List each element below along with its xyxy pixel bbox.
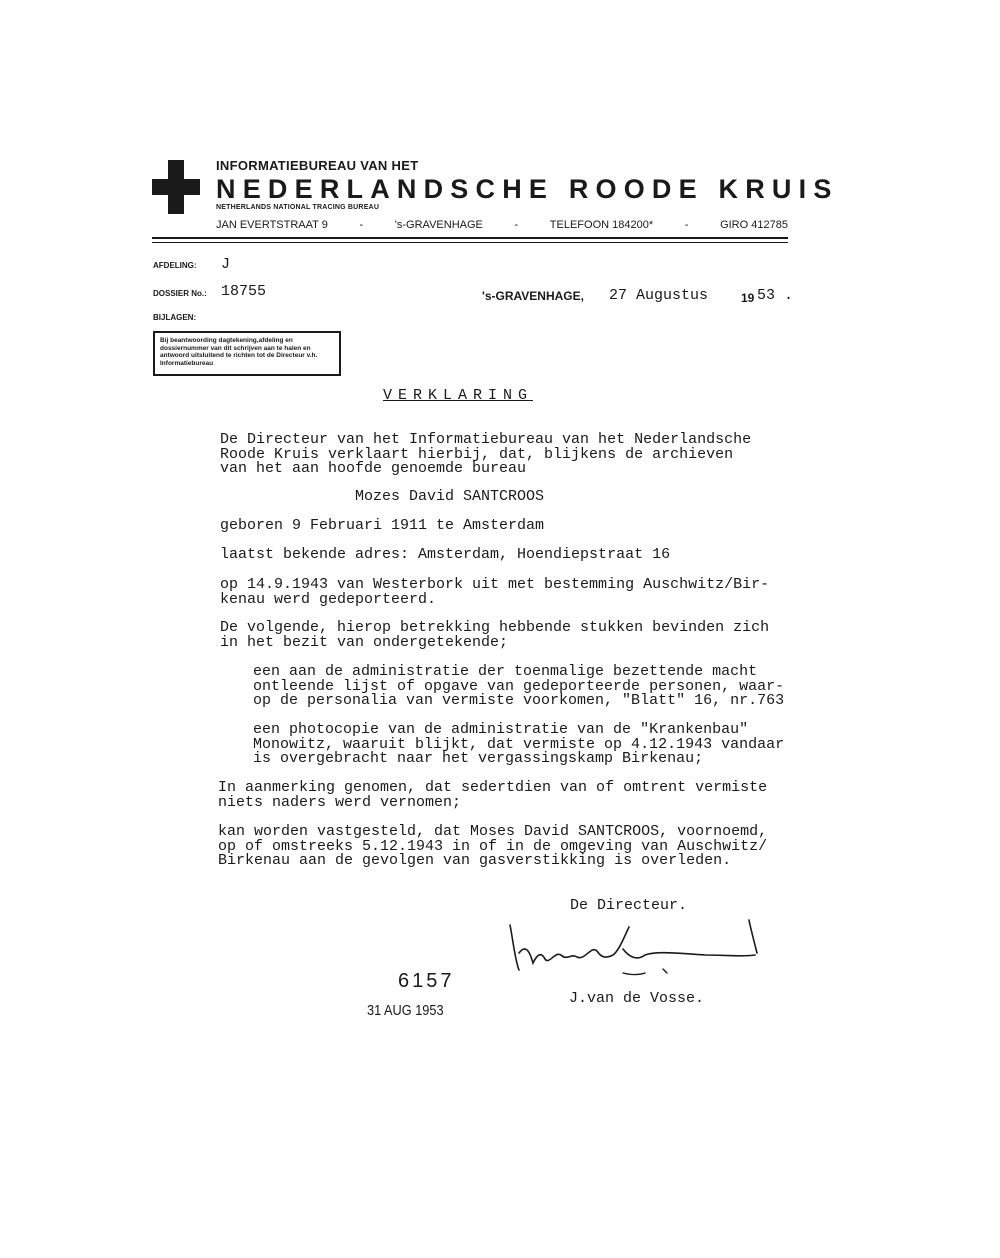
signatory-name: J.van de Vosse. [569, 990, 705, 1007]
reply-instructions-box: Bij beantwoording dagtekening,afdeling en dossiernummer van dit schrijven aan te halen en antwoord uitsluitend te richten tot de Directeur v.h. Informatiebureau [153, 331, 341, 376]
person-name: Mozes David SANTCROOS [355, 488, 545, 505]
city: 's-GRAVENHAGE [394, 219, 483, 231]
letterhead-rule [152, 237, 788, 239]
bijlagen-label: BIJLAGEN: [153, 313, 197, 322]
conclusion-paragraph: kan worden vastgesteld, dat Moses David SANTCROOS, voornoemd, op of omstreeks 5.12.1943 in of in de omgeving van Auschwitz/ Birkenau aan de gevolgen van gasverstikking is overleden. [218, 823, 768, 869]
deportation-paragraph: op 14.9.1943 van Westerbork uit met bestemming Auschwitz/Bir- kenau werd gedeporteerd. [220, 576, 770, 608]
document-item-2: een photocopie van de administratie van de "Krankenbau" Monowitz, waaruit blijkt, dat vermiste op 4.12.1943 vandaar is overgebracht naar het vergassingskamp Birkenau; [253, 721, 785, 767]
organization-name: NEDERLANDSCHE ROODE KRUIS [216, 174, 839, 204]
letter-date: 27 Augustus [609, 287, 709, 304]
separator: - [684, 219, 689, 231]
intro-paragraph: De Directeur van het Informatiebureau van het Nederlandsche Roode Kruis verklaart hierbij, dat, blijkens de archieven van het aan hoofde genoemde bureau [220, 431, 752, 477]
year-suffix: 53 . [757, 287, 794, 304]
address-line: laatst bekende adres: Amsterdam, Hoendiepstraat 16 [220, 546, 671, 563]
separator: - [359, 219, 364, 231]
dossier-value: 18755 [221, 283, 267, 300]
considering-paragraph: In aanmerking genomen, dat sedertdien van of omtrent vermiste niets naders werd vernomen; [218, 779, 768, 811]
separator: - [514, 219, 519, 231]
letterhead-line1: INFORMATIEBUREAU VAN HET [216, 158, 419, 173]
handwritten-signature [505, 915, 765, 985]
letterhead-subtitle: NETHERLANDS NATIONAL TRACING BUREAU [216, 204, 380, 211]
street-address: JAN EVERTSTRAAT 9 [216, 219, 328, 231]
giro: GIRO 412785 [720, 219, 788, 231]
phone: TELEFOON 184200* [549, 219, 654, 231]
letterhead-rule [152, 242, 788, 243]
afdeling-label: AFDELING: [153, 261, 197, 270]
red-cross-logo-icon [152, 160, 200, 214]
afdeling-value: J [221, 256, 231, 273]
letterhead-address-line [216, 219, 788, 231]
place-label: 's-GRAVENHAGE, [482, 289, 584, 303]
year-prefix: 19 [741, 291, 755, 305]
archive-number-stamp: 6157 [398, 970, 455, 992]
dossier-label: DOSSIER No.: [153, 289, 207, 298]
received-date-stamp: 31 AUG 1953 [367, 1002, 444, 1019]
birth-line: geboren 9 Februari 1911 te Amsterdam [220, 517, 545, 534]
document-item-1: een aan de administratie der toenmalige bezettende macht ontleende lijst of opgave van gedeporteerde personen, waar- op de personalia van vermiste voorkomen, "Blatt" 16, nr.763 [253, 663, 785, 709]
documents-intro: De volgende, hierop betrekking hebbende stukken bevinden zich in het bezit van ondergetekende; [220, 619, 770, 651]
signatory-role: De Directeur. [570, 897, 688, 914]
document-title: VERKLARING [383, 387, 534, 404]
